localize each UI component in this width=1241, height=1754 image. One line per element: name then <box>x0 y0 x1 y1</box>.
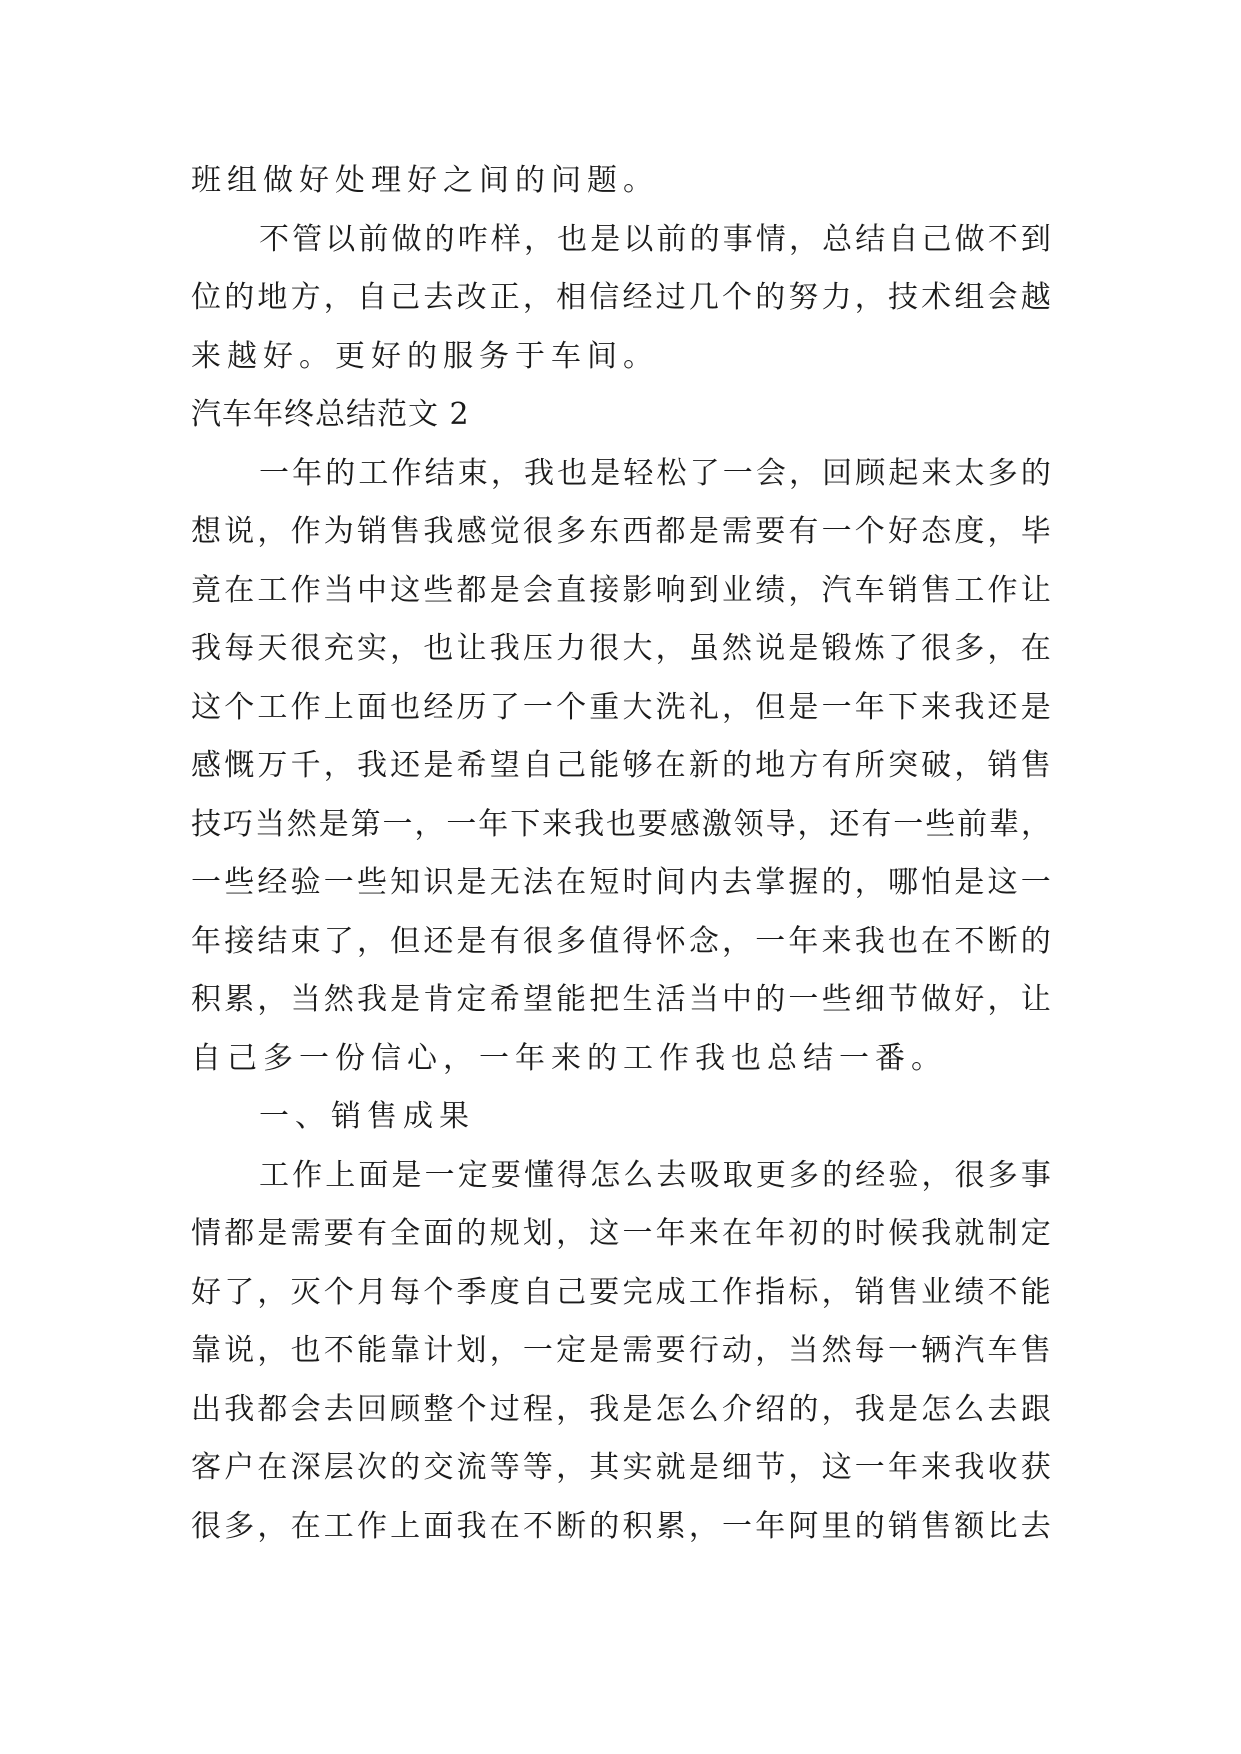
paragraph-line: 想 说 ， 作 为 销 售 我 感 觉 很 多 东 西 都 是 需 要 有 一 个 好 态 度 ， 毕 <box>191 514 1051 549</box>
paragraph-line: 自己多一份信心，一年来的工作我也总结一番。 <box>191 1040 947 1076</box>
paragraph-line: 出 我 都 会 去 回 顾 整 个 过 程 ， 我 是 怎 么 介 绍 的 ， 我 是 怎 么 去 跟 <box>191 1391 1051 1427</box>
paragraph-line: 来越好。更好的服务于车间。 <box>191 338 659 374</box>
paragraph-line: 客 户 在 深 层 次 的 交 流 等 等 ， 其 实 就 是 细 节 ， 这 一 年 来 我 收 获 <box>191 1450 1051 1485</box>
paragraph-line: 很 多 ， 在 工 作 上 面 我 在 不 断 的 积 累 ， 一 年 阿 里 的 销 售 额 比 去 <box>191 1508 1051 1544</box>
paragraph-line: 积 累 ， 当 然 我 是 肯 定 希 望 能 把 生 活 当 中 的 一 些 细 节 做 好 ， 让 <box>191 982 1051 1017</box>
paragraph-line: 不 管 以 前 做 的 咋 样 ， 也 是 以 前 的 事 情 ， 总 结 自 己 做 不 到 <box>259 221 1051 257</box>
paragraph-line: 工 作 上 面 是 一 定 要 懂 得 怎 么 去 吸 取 更 多 的 经 验 ， 很 多 事 <box>259 1157 1051 1193</box>
paragraph-line: 位 的 地 方 ， 自 己 去 改 正 ， 相 信 经 过 几 个 的 努 力 ， 技 术 组 会 越 <box>191 280 1051 315</box>
paragraph-line: 我 每 天 很 充 实 ， 也 让 我 压 力 很 大 ， 虽 然 说 是 锻 炼 了 很 多 ， 在 <box>191 631 1051 666</box>
paragraph-line: 好 了 ， 灭 个 月 每 个 季 度 自 己 要 完 成 工 作 指 标 ， 销 售 业 绩 不 能 <box>191 1274 1051 1310</box>
paragraph-line: 一 些 经 验 一 些 知 识 是 无 法 在 短 时 间 内 去 掌 握 的 ， 哪 怕 是 这 一 <box>191 865 1051 900</box>
paragraph-line: 感 慨 万 千 ， 我 还 是 希 望 自 己 能 够 在 新 的 地 方 有 所 突 破 ， 销 售 <box>191 748 1051 783</box>
section-title: 汽车年终总结范文 2 <box>191 397 470 432</box>
paragraph-line: 一 年 的 工 作 结 束 ， 我 也 是 轻 松 了 一 会 ， 回 顾 起 来 太 多 的 <box>259 455 1051 491</box>
paragraph-line: 这 个 工 作 上 面 也 经 历 了 一 个 重 大 洗 礼 ， 但 是 一 年 下 来 我 还 是 <box>191 689 1051 725</box>
subsection-heading: 一、销售成果 <box>259 1099 475 1134</box>
body-line: 班组做好处理好之间的问题。 <box>191 163 659 198</box>
paragraph-line: 情 都 是 需 要 有 全 面 的 规 划 ， 这 一 年 来 在 年 初 的 时 候 我 就 制 定 <box>191 1216 1051 1251</box>
paragraph-line: 技 巧 当 然 是 第 一 ， 一 年 下 来 我 也 要 感 激 领 导 ， 还 有 一 些 前 辈 ， <box>191 806 1051 842</box>
document-body <box>191 152 1051 1556</box>
paragraph-line: 靠 说 ， 也 不 能 靠 计 划 ， 一 定 是 需 要 行 动 ， 当 然 每 一 辆 汽 车 售 <box>191 1333 1051 1368</box>
paragraph-line: 年 接 结 束 了 ， 但 还 是 有 很 多 值 得 怀 念 ， 一 年 来 我 也 在 不 断 的 <box>191 923 1051 959</box>
paragraph-line: 竟 在 工 作 当 中 这 些 都 是 会 直 接 影 响 到 业 绩 ， 汽 车 销 售 工 作 让 <box>191 572 1051 608</box>
